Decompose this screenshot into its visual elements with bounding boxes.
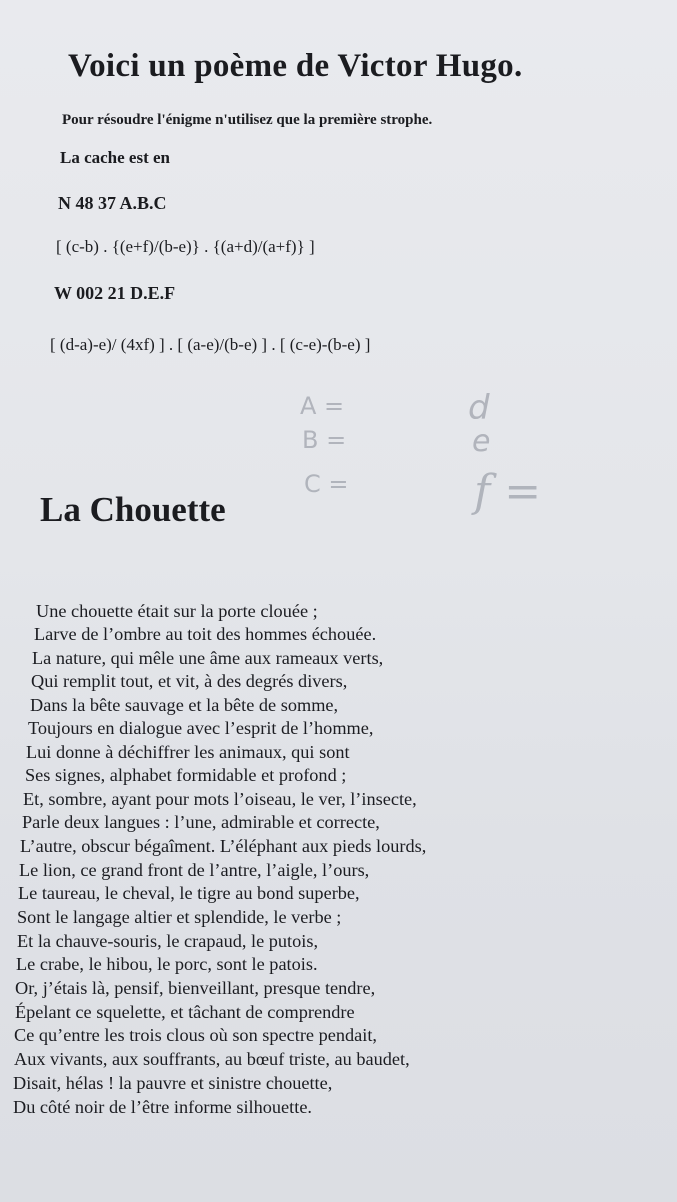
poem-line: Dans la bête sauvage et la bête de somme, [30,695,339,715]
handwritten-e: e [472,424,491,459]
poem-line: Ce qu’entre les trois clous où son spectre pendait, [14,1025,377,1045]
poem-line: Lui donne à déchiffrer les animaux, qui sont [26,742,350,762]
poem-line: Or, j’étais là, pensif, bienveillant, presque tendre, [15,978,376,998]
poem-line: Toujours en dialogue avec l’esprit de l’homme, [28,718,374,738]
west-formula: [ (d-a)-e)/ (4xf) ] . [ (a-e)/(b-e) ] . [ (c-e)-(b-e) ] [50,335,371,354]
handwritten-f: f = [474,466,542,517]
west-coordinate: W 002 21 D.E.F [54,283,176,303]
poem-line: Le crabe, le hibou, le porc, sont le patois. [16,954,318,974]
handwritten-b: B = [302,426,347,454]
poem-line: Et la chauve-souris, le crapaud, le putois, [17,931,319,951]
poem-line: Sont le langage altier et splendide, le verbe ; [17,907,342,927]
north-formula: [ (c-b) . {(e+f)/(b-e)} . {(a+d)/(a+f)} ] [56,237,315,256]
poem-title: La Chouette [40,490,226,529]
handwritten-d: d [468,388,490,428]
poem-line: Le taureau, le cheval, le tigre au bond superbe, [18,883,360,903]
poem-line: Larve de l’ombre au toit des hommes échouée. [34,624,377,644]
poem-line: Parle deux langues : l’une, admirable et correcte, [22,812,380,832]
handwritten-c: C = [304,470,349,498]
poem-line: Ses signes, alphabet formidable et profond ; [25,765,347,785]
cache-label: La cache est en [60,148,171,167]
handwritten-a: A = [300,392,345,420]
poem-line: Le lion, ce grand front de l’antre, l’aigle, l’ours, [19,860,370,880]
poem-line: Disait, hélas ! la pauvre et sinistre chouette, [13,1073,333,1093]
north-coordinate: N 48 37 A.B.C [58,193,167,213]
poem-line: Qui remplit tout, et vit, à des degrés divers, [31,671,348,691]
poem-line: La nature, qui mêle une âme aux rameaux verts, [32,648,384,668]
poem-line: Une chouette était sur la porte clouée ; [36,601,318,621]
page-title: Voici un poème de Victor Hugo. [68,48,523,84]
poem-line: Aux vivants, aux souffrants, au bœuf triste, au baudet, [14,1049,410,1069]
poem-line: Du côté noir de l’être informe silhouette. [13,1097,312,1117]
poem-line: Épelant ce squelette, et tâchant de comprendre [15,1002,355,1022]
poem-line: Et, sombre, ayant pour mots l’oiseau, le ver, l’insecte, [23,789,417,809]
instruction-text: Pour résoudre l'énigme n'utilisez que la première strophe. [62,112,433,128]
poem-line: L’autre, obscur bégaîment. L’éléphant aux pieds lourds, [20,836,427,856]
